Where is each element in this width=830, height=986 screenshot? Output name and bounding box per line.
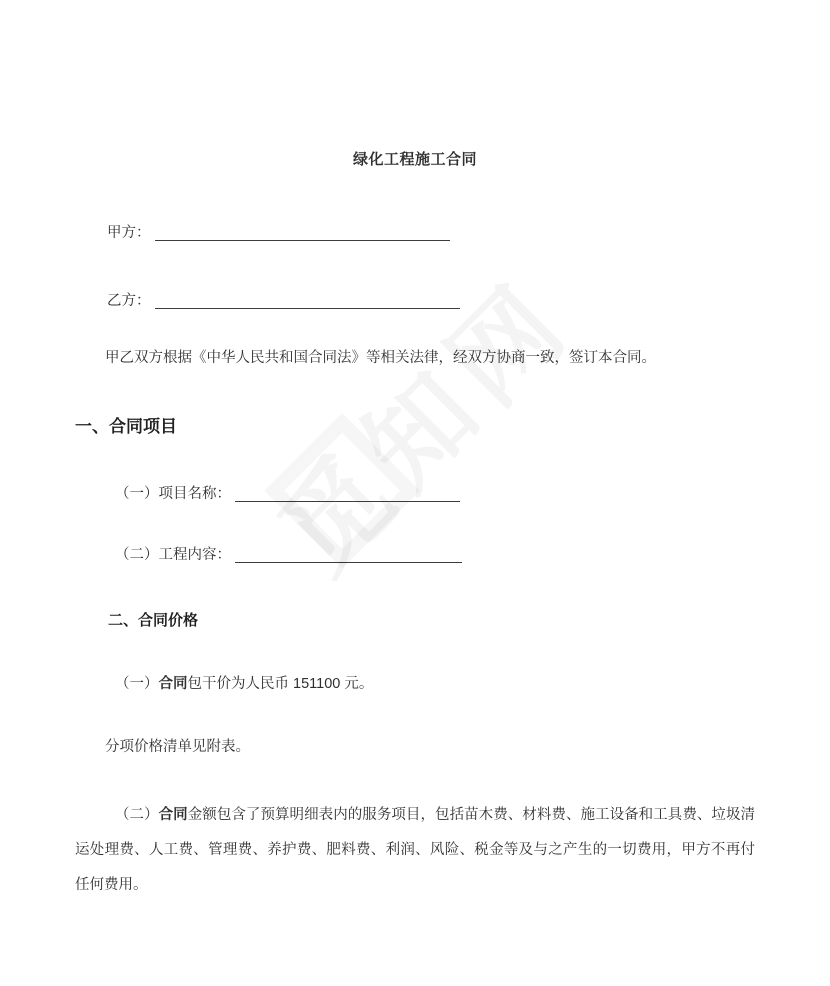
price-clause-bold-term: 合同: [158, 676, 188, 692]
project-content-row: [115, 543, 755, 564]
project-name-blank-line: [235, 485, 460, 502]
project-name-label: （一）项目名称：: [115, 486, 231, 502]
project-name-row: [115, 482, 755, 503]
section-1-heading: 一、合同项目: [75, 417, 177, 436]
project-content-label: （二）工程内容：: [115, 547, 231, 563]
scope-clause-prefix: （二）: [115, 807, 159, 823]
document-title: 绿化工程施工合同: [352, 151, 477, 168]
party-b-blank-line: [155, 292, 460, 309]
scope-clause-bold-term: 合同: [158, 807, 188, 823]
price-clause: [115, 672, 755, 693]
party-b-label: 乙方：: [107, 293, 151, 309]
intro-paragraph: 甲乙双方根据《中华人民共和国合同法》等相关法律，经双方协商一致，签订本合同。: [105, 350, 656, 366]
party-a-row: [107, 221, 755, 242]
price-clause-text: 包干价为人民币 151100 元。: [187, 676, 374, 692]
party-a-blank-line: [155, 224, 450, 241]
scope-clause-text: 金额包含了预算明细表内的服务项目，包括苗木费、材料费、施工设备和工具费、垃圾清运处理费、人工费、管理费、养护费、肥料费、利润、风险、税金等及与之产生的一切费用，甲方不再付任何费用。: [75, 807, 755, 893]
party-a-label: 甲方：: [107, 225, 151, 241]
price-clause-prefix: （一）: [115, 676, 159, 692]
party-b-row: [107, 289, 755, 310]
scope-clause: [75, 798, 755, 903]
project-content-blank-line: [235, 546, 462, 563]
section-2-heading: 二、合同价格: [108, 612, 199, 629]
attachment-note: 分项价格清单见附表。: [105, 739, 250, 755]
